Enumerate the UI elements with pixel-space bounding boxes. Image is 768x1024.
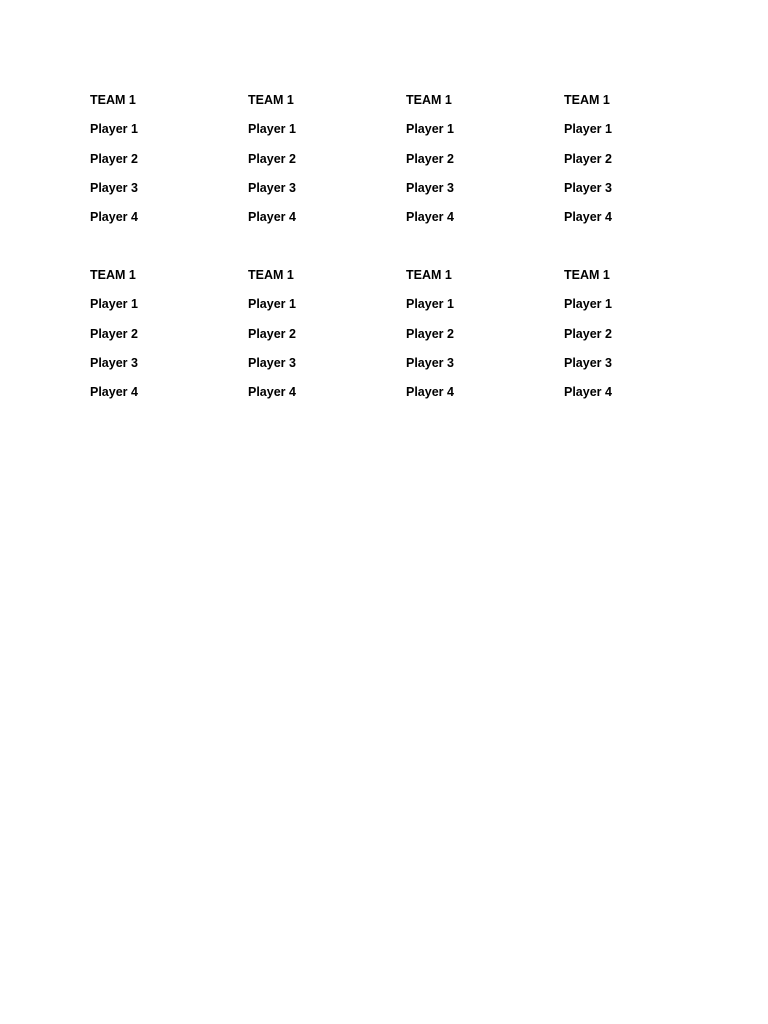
player-name: Player 4 — [406, 210, 454, 224]
player-name: Player 4 — [564, 385, 612, 399]
team-name: TEAM 1 — [248, 93, 294, 107]
player-name: Player 2 — [564, 151, 612, 166]
player-name: Player 4 — [90, 385, 138, 399]
player-name: Player 4 — [564, 210, 612, 224]
team-name: TEAM 1 — [406, 268, 452, 282]
player-name: Player 1 — [406, 122, 454, 137]
team-block — [564, 92, 722, 238]
player-name: Player 2 — [90, 326, 138, 341]
player-name: Player 3 — [90, 355, 138, 370]
player-name: Player 3 — [564, 355, 612, 370]
player-name: Player 1 — [406, 297, 454, 312]
player-name: Player 4 — [90, 210, 138, 224]
player-name: Player 2 — [564, 326, 612, 341]
player-name: Player 1 — [564, 297, 612, 312]
team-group-2 — [90, 267, 730, 413]
team-name: TEAM 1 — [406, 93, 452, 107]
player-name: Player 1 — [248, 297, 296, 312]
team-block — [406, 267, 564, 413]
player-name: Player 3 — [406, 355, 454, 370]
player-name: Player 4 — [248, 210, 296, 224]
team-block — [90, 267, 248, 413]
player-name: Player 1 — [248, 122, 296, 137]
player-name: Player 1 — [90, 297, 138, 312]
team-name: TEAM 1 — [564, 93, 610, 107]
team-block — [248, 92, 406, 238]
player-name: Player 2 — [248, 151, 296, 166]
player-name: Player 3 — [248, 355, 296, 370]
player-name: Player 2 — [406, 151, 454, 166]
team-block — [406, 92, 564, 238]
team-block — [248, 267, 406, 413]
team-name: TEAM 1 — [90, 93, 136, 107]
player-name: Player 3 — [90, 180, 138, 195]
player-name: Player 2 — [90, 151, 138, 166]
team-block — [90, 92, 248, 238]
player-name: Player 1 — [90, 122, 138, 137]
player-name: Player 2 — [406, 326, 454, 341]
team-name: TEAM 1 — [90, 268, 136, 282]
team-block — [564, 267, 722, 413]
player-name: Player 4 — [406, 385, 454, 399]
team-name: TEAM 1 — [564, 268, 610, 282]
player-name: Player 1 — [564, 122, 612, 137]
player-name: Player 4 — [248, 385, 296, 399]
team-group-1 — [90, 92, 730, 238]
team-name: TEAM 1 — [248, 268, 294, 282]
player-name: Player 3 — [248, 180, 296, 195]
player-name: Player 3 — [564, 180, 612, 195]
player-name: Player 3 — [406, 180, 454, 195]
player-name: Player 2 — [248, 326, 296, 341]
